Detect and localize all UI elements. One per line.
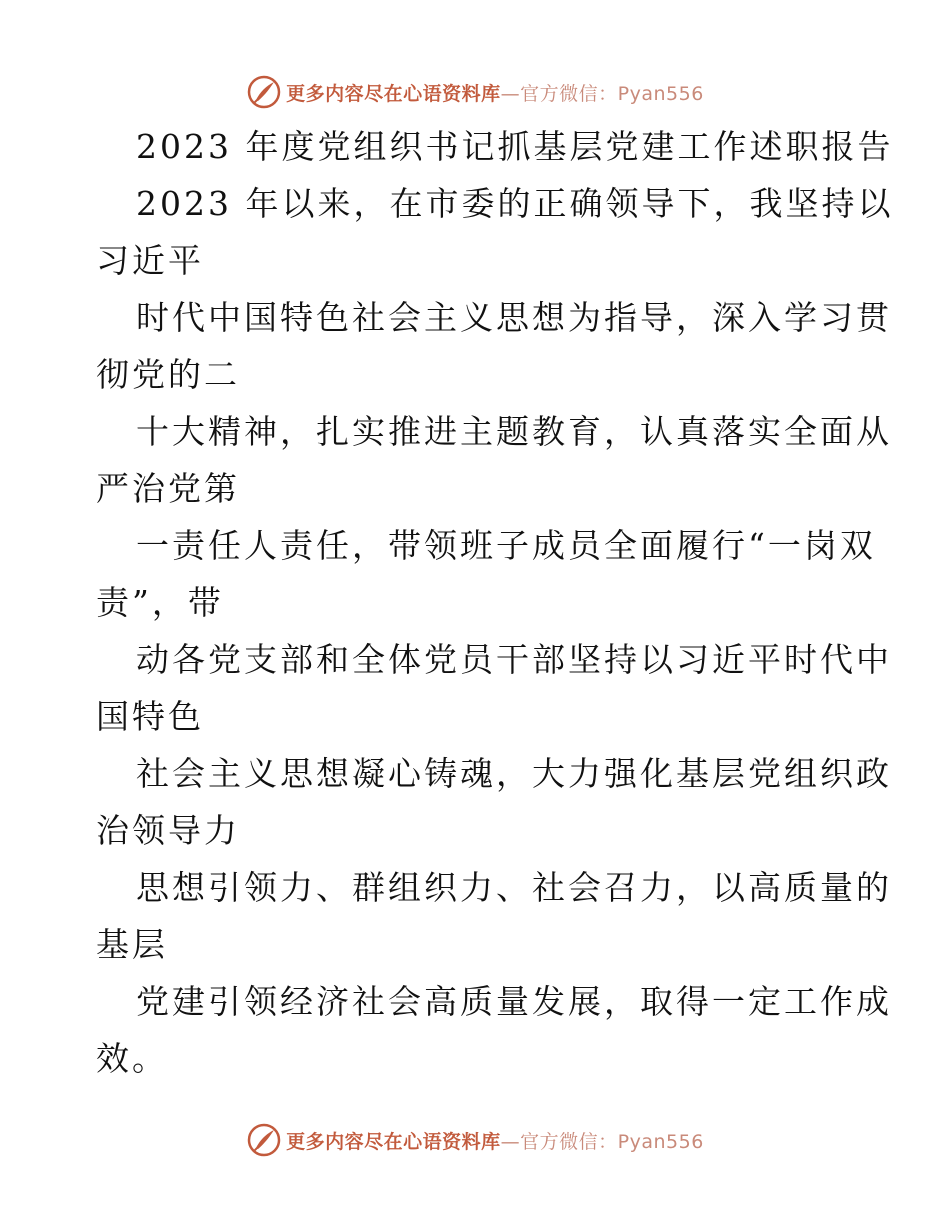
- footer-wechat-text: 官方微信：Pyan556: [520, 1130, 704, 1153]
- paragraph-line: 动各党支部和全体党员干部坚持以习近平时代中: [136, 640, 892, 679]
- doc-title: 2023 年度党组织书记抓基层党建工作述职报告: [136, 127, 894, 166]
- paragraph-line: 国特色: [96, 697, 204, 736]
- paragraph-line: 治领导力: [96, 811, 240, 850]
- paragraph-line: 思想引领力、群组织力、社会召力，以高质量的: [136, 868, 892, 907]
- paragraph-line: 严治党第: [96, 469, 240, 508]
- paragraph-line: 效。: [96, 1039, 168, 1078]
- paragraph-line: 2023 年以来，在市委的正确领导下，我坚持以: [136, 184, 894, 223]
- footer-banner: [0, 1118, 950, 1162]
- paragraph-line: 责”，带: [96, 583, 224, 622]
- footer-site-name: 更多内容尽在心语资料库: [286, 1130, 501, 1153]
- header-banner-text: [286, 79, 704, 106]
- header-site-name: 更多内容尽在心语资料库: [286, 82, 501, 105]
- paragraph-line: 党建引领经济社会高质量发展，取得一定工作成: [136, 982, 892, 1021]
- paragraph-line: 十大精神，扎实推进主题教育，认真落实全面从: [136, 412, 892, 451]
- header-banner: [0, 70, 950, 114]
- paragraph-line: 一责任人责任，带领班子成员全面履行“一岗双: [136, 526, 876, 565]
- header-dash: —: [500, 82, 521, 105]
- footer-banner-text: [286, 1127, 704, 1154]
- quill-logo-icon: [246, 74, 282, 110]
- paragraph-line: 基层: [96, 925, 168, 964]
- paragraph-line: 习近平: [96, 241, 204, 280]
- paragraph-line: 时代中国特色社会主义思想为指导，深入学习贯: [136, 298, 892, 337]
- header-wechat-text: 官方微信：Pyan556: [520, 82, 704, 105]
- paragraph-line: 社会主义思想凝心铸魂，大力强化基层党组织政: [136, 754, 892, 793]
- document-body: [96, 118, 894, 1087]
- footer-dash: —: [500, 1130, 521, 1153]
- quill-logo-icon: [246, 1122, 282, 1158]
- paragraph-line: 彻党的二: [96, 355, 240, 394]
